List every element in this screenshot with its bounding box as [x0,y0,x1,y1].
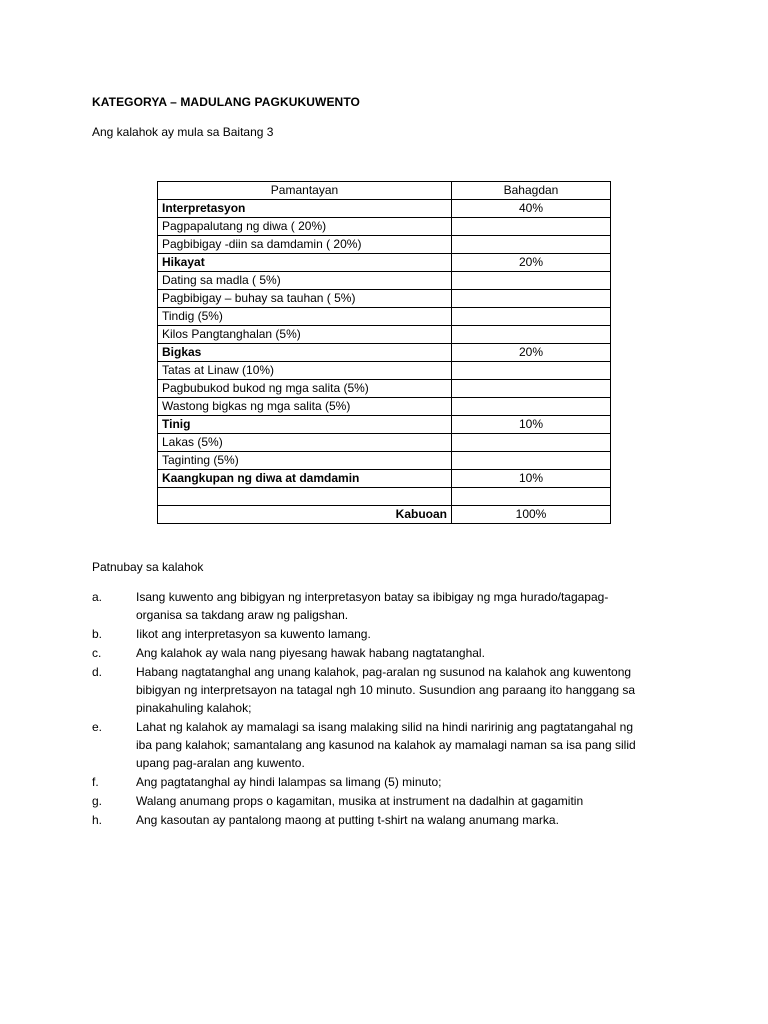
table-total-row [158,506,611,524]
document-title: KATEGORYA – MADULANG PAGKUKUWENTO [92,95,360,109]
table-row [158,290,611,308]
subcriterion-label: Wastong bigkas ng mga salita (5%) [158,398,452,416]
subcriterion-percent [452,452,611,470]
subcriterion-percent [452,398,611,416]
table-row [158,362,611,380]
list-item [92,792,652,810]
table-row [158,254,611,272]
subcriterion-percent [452,434,611,452]
list-item-text: Walang anumang props o kagamitan, musika at instrument na dadalhin at gagamitin [136,794,584,808]
subcriterion-label: Pagbubukod bukod ng mga salita (5%) [158,380,452,398]
criterion-percent: 40% [452,200,611,218]
criterion-label: Bigkas [158,344,452,362]
list-item-text: Iikot ang interpretasyon sa kuwento lamang. [136,627,371,641]
header-pamantayan: Pamantayan [158,182,452,200]
subcriterion-label: Tindig (5%) [158,308,452,326]
table-row [158,398,611,416]
list-marker: b. [92,627,103,641]
list-item [92,625,652,643]
list-item-text: Ang pagtatanghal ay hindi lalampas sa limang (5) minuto; [136,775,442,789]
subcriterion-percent [452,272,611,290]
list-item [92,663,652,717]
subcriterion-percent [452,290,611,308]
subcriterion-percent [452,308,611,326]
table-row [158,236,611,254]
list-item [92,811,652,829]
table-row [158,200,611,218]
list-marker: g. [92,794,103,808]
subcriterion-label: Lakas (5%) [158,434,452,452]
table-row [158,380,611,398]
list-item [92,718,652,772]
table-row [158,434,611,452]
subcriterion-label: Tatas at Linaw (10%) [158,362,452,380]
table-row [158,326,611,344]
list-item-text: Ang kalahok ay wala nang piyesang hawak habang nagtatanghal. [136,646,485,660]
subcriterion-percent [452,362,611,380]
table-row [158,344,611,362]
table-row [158,470,611,488]
criterion-percent: 10% [452,416,611,434]
table-row [158,272,611,290]
list-marker: c. [92,646,102,660]
criterion-label: Interpretasyon [158,200,452,218]
list-item [92,588,652,624]
table-row [158,416,611,434]
table-row [158,452,611,470]
subcriterion-percent [452,380,611,398]
subcriterion-label: Pagbibigay -diin sa damdamin ( 20%) [158,236,452,254]
criterion-percent: 20% [452,254,611,272]
subcriterion-label: Kilos Pangtanghalan (5%) [158,326,452,344]
list-item-text: Isang kuwento ang bibigyan ng interpretasyon batay sa ibibigay ng mga hurado/tagapag-organisa sa takdang araw ng paligshan. [136,590,609,622]
total-percent: 100% [452,506,611,524]
list-marker: h. [92,813,103,827]
subcriterion-percent [452,236,611,254]
criterion-percent: 10% [452,470,611,488]
header-bahagdan: Bahagdan [452,182,611,200]
table-row-empty [158,488,611,506]
list-item [92,644,652,662]
total-label: Kabuoan [158,506,452,524]
table-row [158,218,611,236]
criterion-label: Hikayat [158,254,452,272]
list-marker: e. [92,720,103,734]
list-marker: d. [92,665,103,679]
subcriterion-percent [452,326,611,344]
guidelines-title: Patnubay sa kalahok [92,560,204,574]
criterion-label: Tinig [158,416,452,434]
subcriterion-label: Dating sa madla ( 5%) [158,272,452,290]
subcriterion-label: Pagpapalutang ng diwa ( 20%) [158,218,452,236]
table-header-row [158,182,611,200]
guidelines-list [92,588,652,830]
list-marker: a. [92,590,103,604]
list-item-text: Lahat ng kalahok ay mamalagi sa isang malaking silid na hindi naririnig ang pagtatangahal ng iba pang kalahok; samantalang ang kasunod na kalahok ay mamalagi naman sa isa pang silid upang pag-aralan ang kuwento. [136,720,636,770]
subcriterion-label: Pagbibigay – buhay sa tauhan ( 5%) [158,290,452,308]
subcriterion-percent [452,218,611,236]
table-row [158,308,611,326]
list-item-text: Ang kasoutan ay pantalong maong at putting t-shirt na walang anumang marka. [136,813,559,827]
list-item-text: Habang nagtatanghal ang unang kalahok, pag-aralan ng susunod na kalahok ang kuwentong bibigyan ng interpretsayon na tatagal ngh 10 minuto. Susundion ang paraang ito hanggang sa pinakahuling kalahok; [136,665,636,715]
list-item [92,773,652,791]
list-marker: f. [92,775,99,789]
criterion-percent: 20% [452,344,611,362]
subcriterion-label: Taginting (5%) [158,452,452,470]
rubric-table [157,181,611,524]
empty-cell [158,488,452,506]
document-subtitle: Ang kalahok ay mula sa Baitang 3 [92,125,274,139]
criterion-label: Kaangkupan ng diwa at damdamin [158,470,452,488]
empty-cell [452,488,611,506]
